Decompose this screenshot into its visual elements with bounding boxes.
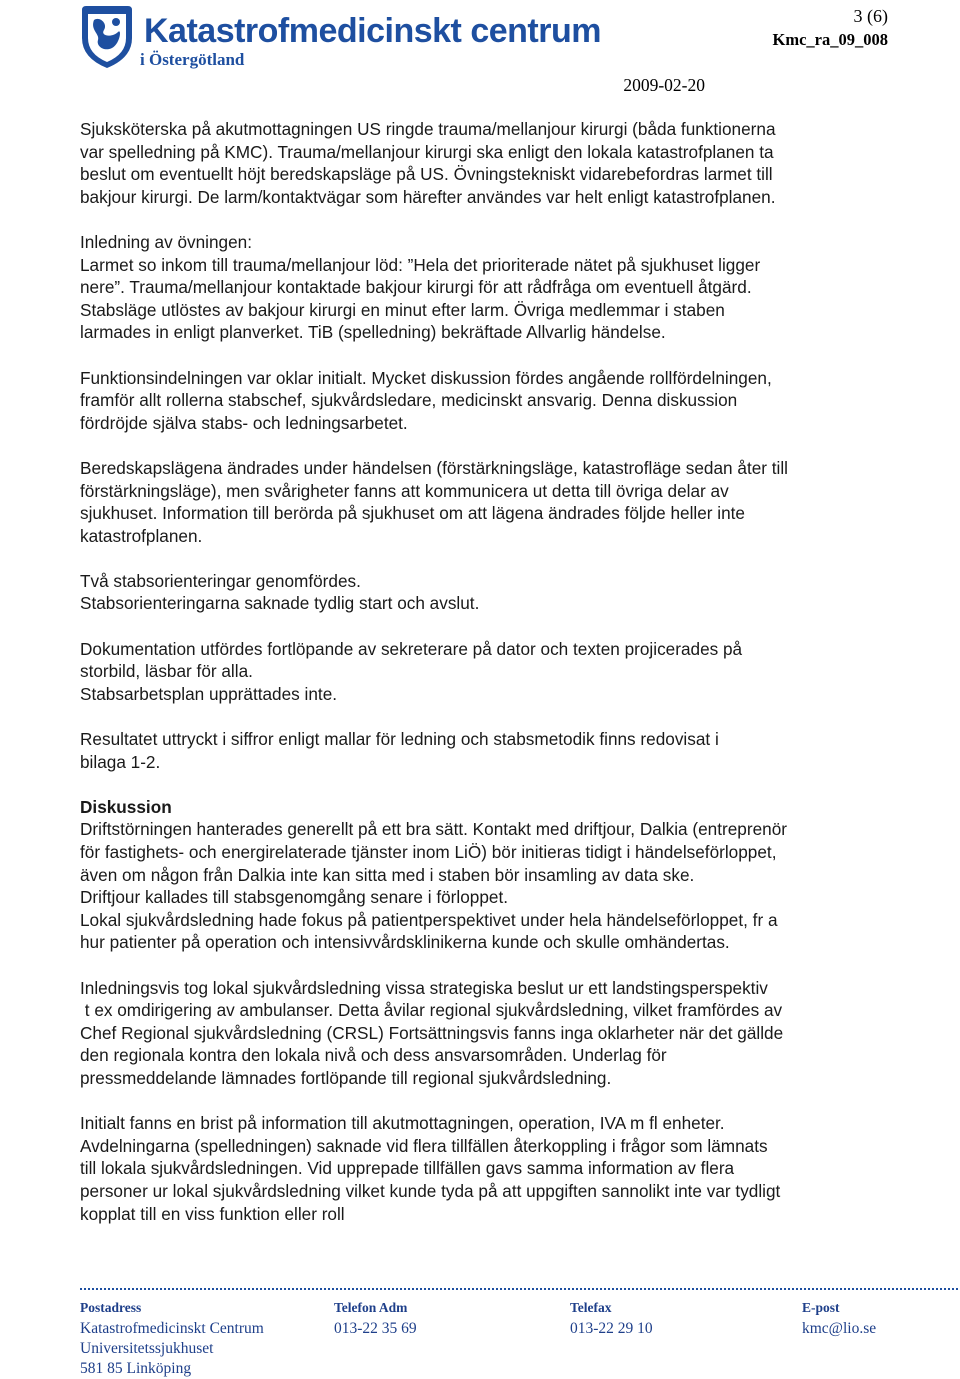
org-name: Katastrofmedicinskt centrum: [144, 12, 601, 50]
text-line: personer ur lokal sjukvårdsledning vilket kunde tyda på att uppgiften sannolikt inte var tydligt: [80, 1180, 781, 1201]
footer-label: Telefax: [570, 1300, 612, 1315]
paragraph-readiness: [80, 457, 900, 547]
footer-postadress: [80, 1298, 264, 1379]
footer-label: E-post: [802, 1300, 840, 1315]
text-line: storbild, läsbar för alla.: [80, 661, 253, 682]
text-line: Sjuksköterska på akutmottagningen US ringde trauma/mellanjour kirurgi (båda funktionerna: [80, 119, 776, 139]
email-link[interactable]: kmc@lio.se: [802, 1320, 877, 1337]
text-line: Driftstörningen hanterades generellt på ett bra sätt. Kontakt med driftjour, Dalkia (entreprenör: [80, 819, 787, 840]
paragraph-strategy: [80, 977, 900, 1090]
text-line: Dokumentation utfördes fortlöpande av sekreterare på dator och texten projicerades på: [80, 638, 743, 659]
text-line: Stabsläge utlöstes av bakjour kirurgi en minut efter larm. Övriga medlemmar i staben: [80, 299, 725, 320]
heading-text: Diskussion: [80, 796, 172, 817]
page-number: 3 (6): [853, 6, 888, 26]
footer-epost: [802, 1298, 876, 1339]
org-subtitle: i Östergötland: [140, 50, 245, 69]
text-line: Beredskapslägena ändrades under händelsen (förstärkningsläge, katastrofläge sedan åter till: [80, 457, 789, 478]
text-line: kopplat till en viss funktion eller roll: [80, 1203, 345, 1224]
section-heading-diskussion: [80, 796, 900, 819]
text-line: sjukhuset. Information till berörda på sjukhuset om att lägena ändrades följde heller inte: [80, 503, 745, 524]
text-line: bilaga 1-2.: [80, 751, 161, 772]
text-line: den regionala kontra den lokala nivå och dess ansvarsområden. Underlag för: [80, 1045, 667, 1066]
paragraph-information: [80, 1112, 900, 1225]
county-emblem-icon: [78, 4, 136, 70]
paragraph-exercise-intro: [80, 231, 900, 344]
text-line: hur patienter på operation och intensivvårdsklinikerna kunde och skulle omhändertas.: [80, 932, 730, 953]
text-line: Stabsorienteringarna saknade tydlig start och avslut.: [80, 593, 480, 614]
text-line: Stabsarbetsplan upprättades inte.: [80, 683, 338, 704]
text-line: Avdelningarna (spelledningen) saknade vid flera tillfällen återkoppling i frågor som lämnats: [80, 1135, 768, 1156]
footer-divider: [80, 1288, 958, 1290]
text-line: t ex omdirigering av ambulanser. Detta åvilar regional sjukvårdsledning, vilket framfördes av: [80, 1000, 783, 1021]
text-line: Initialt fanns en brist på information till akutmottagningen, operation, IVA m fl enheter.: [80, 1113, 725, 1134]
footer-telefon: [334, 1298, 417, 1339]
footer-telefax: [570, 1298, 653, 1339]
document-date: 2009-02-20: [623, 75, 705, 95]
footer-value: Katastrofmedicinskt Centrum: [80, 1320, 264, 1337]
text-line: för fastighets- och energirelaterade tjänster inom LiÖ) bör initieras tidigt i händelseförloppet,: [80, 842, 777, 862]
text-line: till lokala sjukvårdsledningen. Vid upprepade tillfällen gavs samma information av flera: [80, 1158, 735, 1179]
footer-value: 581 85 Linköping: [80, 1360, 192, 1377]
text-line: Chef Regional sjukvårdsledning (CRSL) Fortsättningsvis fanns inga oklarheter när det gällde: [80, 1022, 784, 1043]
footer-value: 013-22 29 10: [570, 1320, 653, 1337]
paragraph-briefings: [80, 570, 900, 615]
text-line: pressmeddelande lämnades fortlöpande till regional sjukvårdsledning.: [80, 1067, 612, 1088]
footer-label: Postadress: [80, 1300, 142, 1315]
paragraph-roles: [80, 367, 900, 435]
text-line: Resultatet uttryckt i siffror enligt mallar för ledning och stabsmetodik finns redovisat i: [80, 729, 719, 750]
text-line: Två stabsorienteringar genomfördes.: [80, 570, 361, 591]
text-line: var spelledning på KMC). Trauma/mellanjour kirurgi ska enligt den lokala katastrofplanen ta: [80, 141, 774, 162]
org-logo: [78, 2, 618, 72]
text-line: Larmet so inkom till trauma/mellanjour löd: ”Hela det prioriterade nätet på sjukhuset ligger: [80, 254, 761, 275]
footer-value: Universitetssjukhuset: [80, 1340, 214, 1357]
footer-label: Telefon Adm: [334, 1300, 408, 1315]
text-line: bakjour kirurgi. De larm/kontaktvägar som härefter användes var helt enligt katastrofplanen.: [80, 186, 776, 207]
text-line: Funktionsindelningen var oklar initialt. Mycket diskussion fördes angående rollfördelningen,: [80, 367, 772, 388]
paragraph-results: [80, 728, 900, 773]
text-line: larmades in enligt planverket. TiB (spelledning) bekräftade Allvarlig händelse.: [80, 322, 666, 343]
text-line: Lokal sjukvårdsledning hade fokus på patientperspektivet under hela händelseförloppet, fr a: [80, 909, 778, 930]
paragraph-discussion: [80, 818, 900, 954]
text-line: fördröjde själva stabs- och ledningsarbetet.: [80, 412, 408, 433]
paragraph-alarm: [80, 118, 900, 208]
text-line: framför allt rollerna stabschef, sjukvårdsledare, medicinskt ansvarig. Denna diskussion: [80, 390, 738, 411]
document-id: Kmc_ra_09_008: [772, 30, 888, 49]
document-body: [80, 118, 900, 1248]
text-line: Driftjour kallades till stabsgenomgång senare i förloppet.: [80, 887, 509, 908]
footer-value: 013-22 35 69: [334, 1320, 417, 1337]
text-line: Inledningsvis tog lokal sjukvårdsledning vissa strategiska beslut ur ett landstingsperspektiv: [80, 977, 768, 998]
paragraph-documentation: [80, 638, 900, 706]
text-line: nere”. Trauma/mellanjour kontaktade bakjour kirurgi för att rådfråga om eventuell åtgärd.: [80, 277, 752, 298]
text-line: beslut om eventuellt höjt beredskapsläge på US. Övningstekniskt vidarebefordras larmet till: [80, 164, 773, 185]
text-line: Inledning av övningen:: [80, 231, 253, 252]
text-line: även om någon från Dalkia inte kan sitta med i staben bör insamling av data ske.: [80, 864, 695, 885]
text-line: förstärkningsläge), men svårigheter fanns att kommunicera ut detta till övriga delar av: [80, 480, 729, 501]
text-line: katastrofplanen.: [80, 525, 203, 546]
